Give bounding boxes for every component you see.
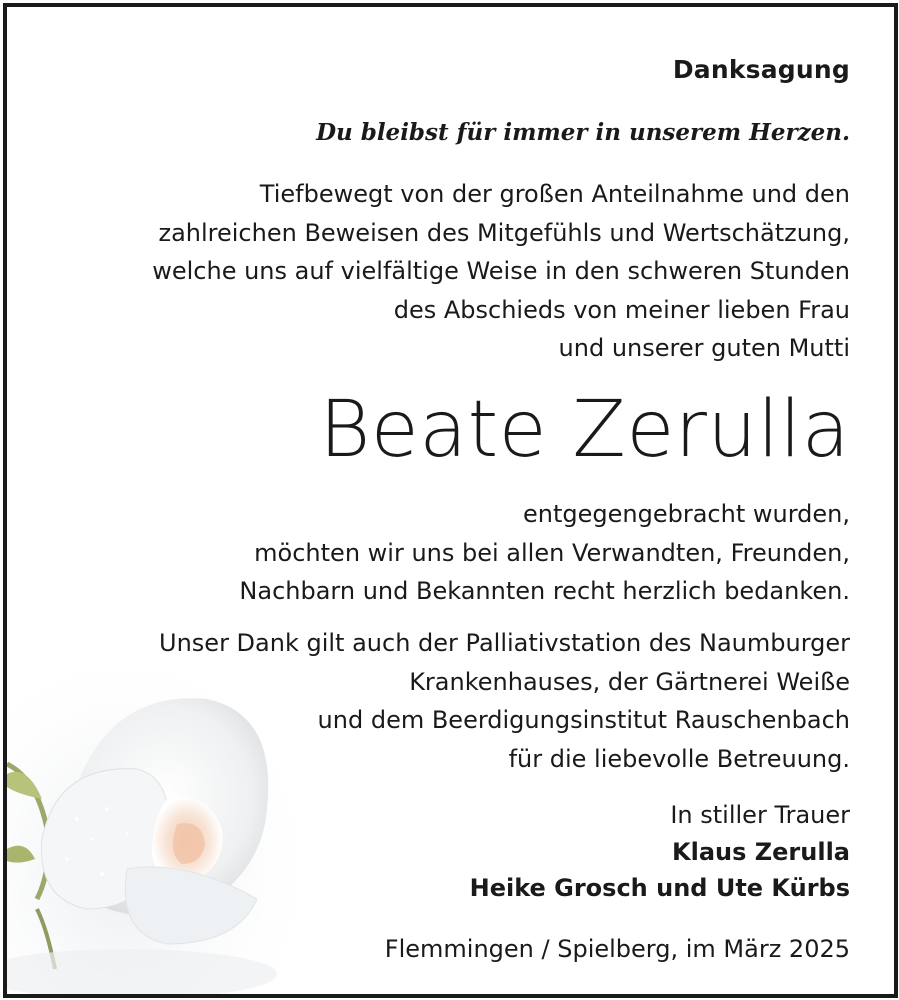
gratitude-paragraph <box>239 495 850 611</box>
deceased-name: Beate Zerulla <box>319 385 850 475</box>
thanks-line: und dem Beerdigungsinstitut Rauschenbach <box>317 706 850 734</box>
special-thanks-paragraph <box>159 624 850 778</box>
mourners-block <box>470 797 850 907</box>
mourner-name: Heike Grosch und Ute Kürbs <box>469 874 850 902</box>
gratitude-line: Nachbarn und Bekannten recht herzlich bedanken. <box>239 577 850 605</box>
gratitude-line: entgegengebracht wurden, <box>523 500 850 528</box>
obituary-frame <box>3 3 898 998</box>
heading: Danksagung <box>672 55 850 84</box>
intro-line: welche uns auf vielfältige Weise in den schweren Stunden <box>152 257 850 285</box>
gratitude-line: möchten wir uns bei allen Verwandten, Freunden, <box>254 538 850 567</box>
thanks-line: für die liebevolle Betreuung. <box>508 744 850 773</box>
motto: Du bleibst für immer in unserem Herzen. <box>316 119 850 146</box>
intro-paragraph <box>152 175 850 368</box>
intro-line: zahlreichen Beweisen des Mitgefühls und Wertschätzung, <box>158 218 850 247</box>
intro-line: des Abschieds von meiner lieben Frau <box>393 295 850 324</box>
thanks-line: Unser Dank gilt auch der Palliativstation des Naumburger <box>159 629 850 657</box>
intro-line: Tiefbewegt von der großen Anteilnahme und den <box>259 180 850 208</box>
thanks-line: Krankenhauses, der Gärtnerei Weiße <box>409 667 850 696</box>
intro-line: und unserer guten Mutti <box>558 334 850 362</box>
place-date: Flemmingen / Spielberg, im März 2025 <box>384 935 850 963</box>
mourning-label: In stiller Trauer <box>670 801 850 829</box>
mourner-name: Klaus Zerulla <box>672 837 850 866</box>
